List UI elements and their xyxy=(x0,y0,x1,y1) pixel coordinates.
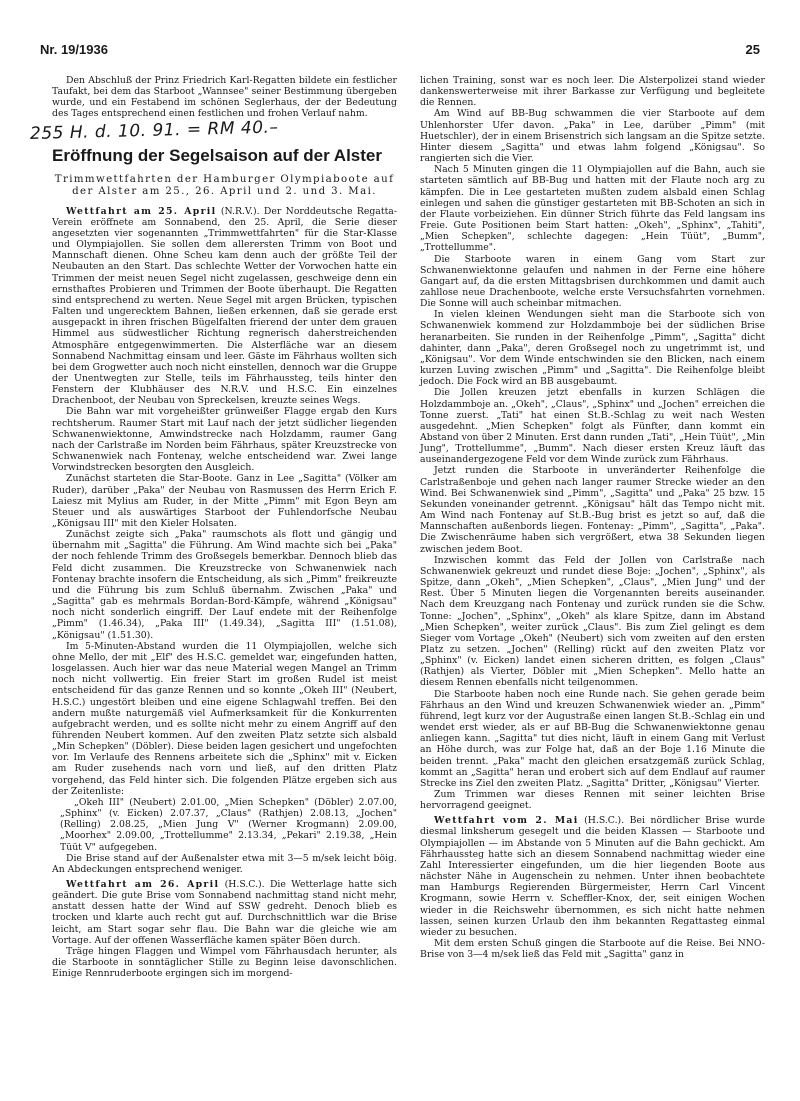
paragraph: In vielen kleinen Wendungen sieht man die Starboote sich von Schwanenwiek kommend zur Holzdammboje bei der südlichen Brise heranarbeiten. Sie runden in der Reihenfolge „Pimm", „Sagitta" dicht dahinter, dann „Paka", deren Großsegel noch zu ungetrimmt ist, und „Königsau". Vor dem Winde entschwinden sie den Blicken, nach einem kurzen Luving zwischen „Pimm" und „Sagitta". Die Reihenfolge bleibt jedoch. Die Fock wird an BB ausgebaumt. xyxy=(420,309,765,388)
race2-label: Wettfahrt am 26. April xyxy=(66,879,220,890)
results-list: „Okeh III" (Neubert) 2.01.00, „Mien Schepken" (Döbler) 2.07.00, „Sphinx" (v. Eicken) 2.07.37, „Claus" (Rathjen) 2.08.13, „Jochen" (Relling) 2.08.25, „Mien Jung V" (Werner Krogmann) 2.09.00, „Moorhex" 2.09.00, „Trottellumme" 2.13.34, „Pekari" 2.19.38, „Hein Tüüt V" aufgegeben. xyxy=(60,796,397,853)
issue-number: Nr. 19/1936 xyxy=(40,42,108,57)
race3-paragraph xyxy=(420,815,765,938)
race1-label: Wettfahrt am 25. April xyxy=(66,205,217,217)
race2-text: (H.S.C.). Die Wetterlage hatte sich geändert. Die gute Brise vom Sonnabend nachmittag stand nicht mehr, anstatt dessen hatte der Wind auf SSW gedreht. Denoch blieb es trocken und klarte auch recht gut auf. Durchschnittlich war die Brise leicht, am Start sogar sehr flau. Die Bahn war die gleiche wie am Vortage. Auf der offenen Wasserfläche kamen später Böen durch. xyxy=(52,879,397,946)
paragraph: Am Wind auf BB-Bug schwammen die vier Starboote auf dem Uhlenhorster Ufer davon. „Paka" in Lee, darüber „Pimm" (mit Huetschler), der in einem Brisenstrich sich langsam an die Spitze setzte. Hinter diesem „Sagitta" und etwas lahm folgend „Königsau". So rangierten sich die Vier. xyxy=(420,108,765,165)
race1-text: (N.R.V.). Der Norddeutsche Regatta-Verein eröffnete am Sonnabend, den 25. April, die Serie dieser angesetzten vier sogenannten „Trimmwettfahrten" für die Star-Klasse und Olympiajollen. Sie sollen dem allerersten Trimm von Boot und Mannschaft dienen. Ohne Scheu kam denn auch der größte Teil der Neubauten an den Start. Das schlechte Wetter der Vorwochen hatte ein Trimmen der meist neuen Segel nicht zugelassen, geschweige denn ein ernsthaftes Probieren und Trimmen der Boote überhaupt. Die Regatten sind entsprechend zu werten. Neue Segel mit argen Brücken, typischen Falten und ungerecktem Bahnen, ließen erkennen, daß sie gerade erst ausgepackt in ihren frischen Bügelfalten frierend der unter dem grauen Himmel aus südwestlicher Richtung regnerisch daherstreichenden Atmosphäre entgegenwimmerten. Die Alsterfläche war an diesem Sonnabend Nachmittag einsam und leer. Gäste im Fährhaus wollten sich bei dem Grogwetter auch noch nicht einstellen, dennoch war die Gruppe der Unentwegten zur Stelle, teils im Fährhaussteg, teils hinter den Fenstern der Klubhäuser des N.R.V. und H.S.C. Ein einzelnes Drachenboot, der Neubau von Spreckelsen, kreuzte seines Wegs. xyxy=(52,205,397,407)
paragraph: Die Bahn war mit vorgeheißter grünweißer Flagge ergab den Kurs rechtsherum. Raumer Start mit Lauf nach der jetzt südlicher liegenden Schwanenwiektonne, Amwindstrecke nach Holzdamm, raumer Gang nach der Carlstraße im Norden beim Fährhaus, später Kreuzstrecke von Schwanenwiek nach Fontenay, welche entscheidend war. Zwei lange Vorwindstrecken besorgten den Ausgleich. xyxy=(52,406,397,474)
paragraph: Nach 5 Minuten gingen die 11 Olympiajollen auf die Bahn, auch sie starteten sämtlich auf BB-Bug und hatten mit der Flaute noch arg zu kämpfen. Die in Lee gestarteten mußten zudem alsbald einen Schlag einlegen und sahen die günstiger gestarteten mit BB-Schoten an sich in der Flaute vorbeiziehen. Ein dünner Strich führte das Feld langsam ins Freie. Gute Positionen beim Start hatten: „Okeh", „Sphinx", „Tahiti", „Mien Schepken", schlechte dagegen: „Hein Tüüt", „Bumm", „Trottellumme". xyxy=(420,164,765,254)
paragraph: Inzwischen kommt das Feld der Jollen von Carlstraße nach Schwanenwiek gekreuzt und rundet diese Boje: „Jochen", „Sphinx", als Spitze, dann „Okeh", „Mien Schepken", „Claus", „Mien Jung" und der Rest. Über 5 Minuten liegen die Vorgenannten bereits auseinander. Nach dem Kreuzgang nach Fontenay und zurück runden sie die Schw. Tonne: „Jochen", „Sphinx", „Okeh" als klare Spitze, dann im Abstand „Mien Schepken", weiter zurück „Claus". Bis zum Ziel gelingt es dem Sieger vom Vortage „Okeh" (Neubert) sich vom zweiten auf den ersten Platz zu setzen. „Jochen" (Relling) rückt auf den zweiten Platz vor „Sphinx" (v. Eicken) landet einen sicheren dritten, es folgen „Claus" (Rathjen) als Vierter, Döbler mit „Mien Schepken". Mello hatte an diesem Rennen ebenfalls nicht teilgenommen. xyxy=(420,554,765,689)
page-number: 25 xyxy=(745,42,760,57)
intro-paragraph: Den Abschluß der Prinz Friedrich Karl-Regatten bildete ein festlicher Taufakt, bei dem das Starboot „Wannsee" seiner Bestimmung übergeben wurde, und ein Festabend im schönen Seglerhaus, der der Bedeutung des Tages entsprechend einen festlichen und frohen Verlauf nahm. xyxy=(52,75,397,120)
page-header xyxy=(40,42,760,62)
paragraph: Die Jollen kreuzen jetzt ebenfalls in kurzen Schlägen die Holzdammboje an. „Okeh", „Claus", „Sphinx" und „Jochen" erreichen die Tonne zuerst. „Tati" hat einen St.B.-Schlag zu weit nach Westen ausgedehnt. „Mien Schepken" folgt als Fünfter, dann kommt ein Abstand von über 2 Minuten. Erst dann runden „Tati", „Hein Tüüt", „Min Jung", Trottellumme", „Bumm". Nach dieser ersten Kreuz läuft das auseinandergezogene Feld vor dem Winde zurück zum Fährhaus. xyxy=(420,387,765,466)
paragraph: Zum Trimmen war dieses Rennen mit seiner leichten Brise hervorragend geeignet. xyxy=(420,789,765,812)
paragraph: Mit dem ersten Schuß gingen die Starboote auf die Reise. Bei NNO-Brise von 3—4 m/sek ließ das Feld mit „Sagitta" ganz in xyxy=(420,938,765,961)
paragraph: Die Brise stand auf der Außenalster etwa mit 3—5 m/sek leicht böig. An Abdeckungen entsprechend weniger. xyxy=(52,852,397,875)
paragraph: Im 5-Minuten-Abstand wurden die 11 Olympiajollen, welche sich ohne Mello, der mit „Elf" des H.S.C. gemeldet war, eingefunden hatten, losgelassen. Auch hier war das neue Material wegen Mangel an Trimm noch nicht vollwertig. Ein freier Start im großen Rudel ist meist entscheidend für das ganze Rennen und so konnte „Okeh III" (Neubert, H.S.C.) ungestört bleiben und eine eigene Schlagwahl treffen. Bei den andern mußte naturgemäß viel Aufmerksamkeit für die Konkurrenten aufgebracht werden, und es sollte nicht mehr zu einem Angriff auf den führenden Neubert kommen. Auf den zweiten Platz setzte sich alsbald „Min Schepken" (Döbler). Diese beiden lagen gesichert und ungefochten vor. Im Verlaufe des Rennens arbeitete sich die „Sphinx" mit v. Eicken am Ruder zusehends nach vorn und ließ, auf den dritten Platz vorgehend, das Feld hinter sich. Die folgenden Plätze ergeben sich aus der Zeitenliste: xyxy=(52,640,397,797)
paragraph: Zunächst starteten die Star-Boote. Ganz in Lee „Sagitta" (Völker am Ruder), darüber „Paka" der Neubau von Rasmussen des Herrn Erich F. Laiesz mit Mylius am Ruder, in der Mitte „Pimm" mit Egon Beyn am Steuer und als auswärtiges Starboot der Fuhlendorfsche Neubau „Königsau III" mit den Kieler Holsaten. xyxy=(52,473,397,529)
right-column xyxy=(420,75,765,960)
paragraph: Träge hingen Flaggen und Wimpel vom Fährhausdach herunter, als die Starboote in sonntäglicher Stille zu Beginn leise davonschlichen. Einige Rennruderboote ergingen sich im morgend- xyxy=(52,945,397,980)
article-headline: Eröffnung der Segelsaison auf der Alster xyxy=(52,145,382,165)
paragraph: Die Starboote haben noch eine Runde nach. Sie gehen gerade beim Fährhaus an den Wind und kreuzen Schwanenwiek wieder an. „Pimm" führend, legt kurz vor der Augustraße einen langen St.B.-Schlag ein und wendet erst wieder, als er auf BB-Bug die Schwanenwiektonne genau anliegen kann. „Sagitta" tut dies nicht, läuft in einem Gang mit Verlust an Höhe durch, was zur Folge hat, daß an der Boje 1.16 Minute die beiden trennt. „Paka" macht den gleichen ersatzgemäß zurück Schlag, kommt an „Sagitta" heran und erobert sich auf dem Endlauf auf raumer Strecke ins Ziel den zweiten Platz. „Sagitta" Dritter, „Königsau" Vierter. xyxy=(420,688,765,789)
race2-paragraph xyxy=(52,879,397,946)
left-column xyxy=(29,75,397,980)
paragraph: Jetzt runden die Starboote in unveränderter Reihenfolge die Carlstraßenboje und gehen nach langer raumer Strecke wieder an den Wind. Bei Schwanenwiek sind „Pimm", „Sagitta" und „Paka" 25 bzw. 15 Sekunden voneinander getrennt. „Königsau" hält das Tempo nicht mit. Am Wind nach Fontenay auf St.B.-Bug brist es jetzt so auf, daß die Mannschaften außenbords liegen. Fontenay: „Pimm", „Sagitta", „Paka". Die Zwischenräume haben sich vergrößert, etwa 38 Sekunden liegen zwischen jedem Boot. xyxy=(420,465,765,555)
paragraph: Die Starboote waren in einem Gang vom Start zur Schwanenwiektonne gelaufen und nahmen in der Ferne eine höhere Gangart auf, da die ersten Mittagsbrisen durchkommen und damit auch zahllose neue Drachenboote, welche erste Versuchsfahrten vornehmen. Die Sonne will auch scheinbar mitmachen. xyxy=(420,253,765,310)
paragraph: Zunächst zeigte sich „Paka" raumschots als flott und gängig und übernahm mit „Sagitta" die Führung. Am Wind machte sich bei „Paka" der noch fehlende Trimm des Großsegels bemerkbar. Dennoch blieb das Feld dicht zusammen. Die Kreuzstrecke von Schwanenwiek nach Fontenay brachte insofern die Entscheidung, als sich „Pimm" freikreuzte und die Führung bis zum Schluß übernahm. Zwischen „Paka" und „Sagitta" gab es mehrmals Bordan-Bord-Kämpfe, während „Königsau" noch nicht sonderlich eingriff. Der Lauf endete mit der Reihenfolge „Pimm" (1.46.34), „Paka III" (1.49.34), „Sagitta III" (1.51.08), „Königsau" (1.51.30). xyxy=(52,529,397,641)
paragraph: lichen Training, sonst war es noch leer. Die Alsterpolizei stand wieder dankenswerterweise mit ihrer Barkasse zur Verfügung und begleitete die Rennen. xyxy=(420,75,765,109)
handwritten-annotation: 255 H. d. 10. 91. = RM 40.– xyxy=(29,117,279,144)
race3-label: Wettfahrt vom 2. Mai xyxy=(434,815,579,827)
race1-paragraph xyxy=(52,206,397,407)
article-subheadline: Trimmwettfahrten der Hamburger Olympiaboote auf der Alster am 25., 26. April und 2. und 3. Mai. xyxy=(54,173,395,197)
race3-text: (H.S.C.). Bei nördlicher Brise wurde diesmal linksherum gesegelt und die beiden Klassen — Starboote und Olympiajollen — im Abstande von 5 Minuten auf die Bahn gechickt. Am Fährhaussteg hatte sich an diesem Sonnabend nachmittag wieder eine Zahl Interessierter eingefunden, um die hier liegenden Boote aus nächster Nähe in Augenschein zu nehmen. Unter ihnen beobachtete man Hamburgs Regierenden Bürgermeister, Herrn Carl Vincent Krogmann, sowie Herrn v. Scheffler-Knox, der, seit einigen Wochen wieder in die Reichswehr übernommen, es sich nicht hatte nehmen lassen, seinen kurzen Urlaub den ihm bekannten Regattasteg einmal wieder zu besuchen. xyxy=(420,815,765,938)
